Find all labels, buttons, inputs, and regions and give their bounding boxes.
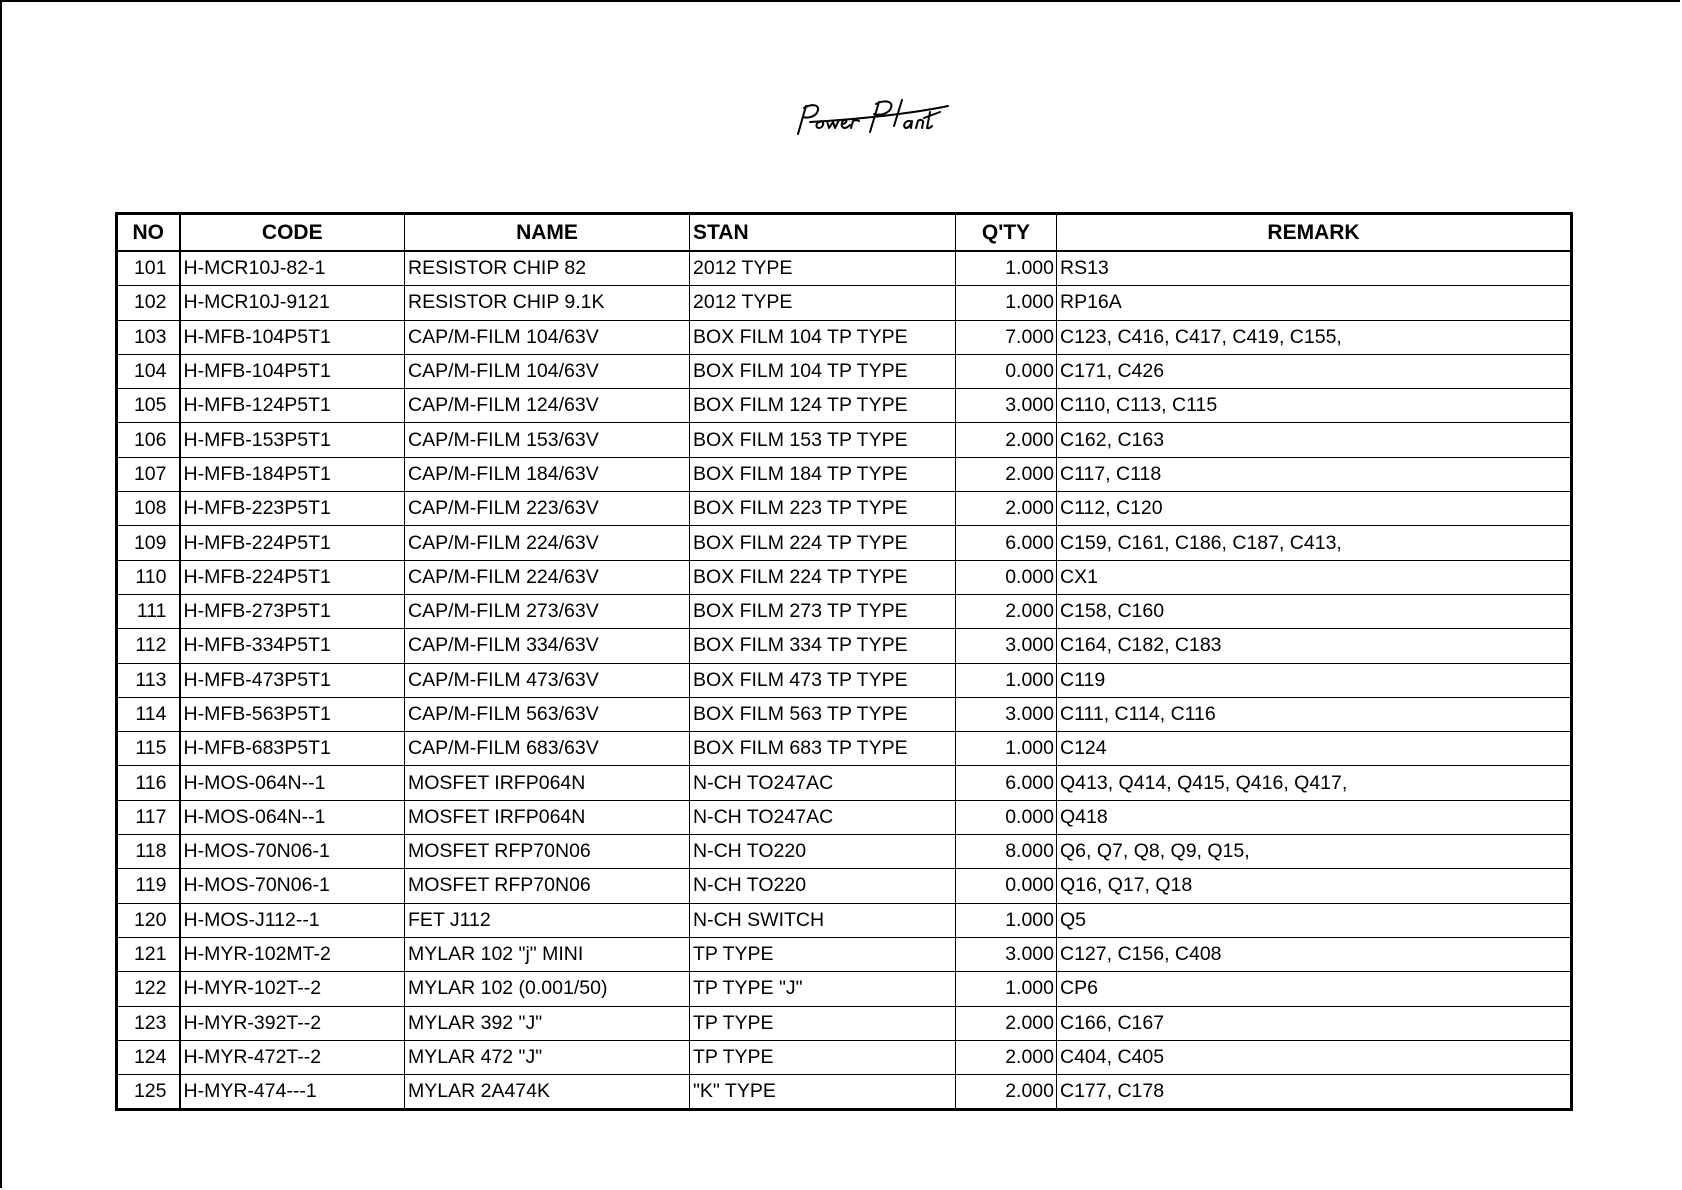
table-row [117,560,1572,594]
cell-stan: "K" TYPE [690,1075,956,1110]
cell-name: RESISTOR CHIP 9.1K [405,286,690,320]
cell-qty: 2.000 [956,423,1057,457]
cell-stan: BOX FILM 124 TP TYPE [690,389,956,423]
cell-stan: N-CH TO220 [690,835,956,869]
table-body [117,251,1572,1110]
cell-code: H-MFB-104P5T1 [180,354,405,388]
table-row [117,697,1572,731]
cell-code: H-MOS-J112--1 [180,903,405,937]
cell-name: CAP/M-FILM 104/63V [405,354,690,388]
cell-name: RESISTOR CHIP 82 [405,251,690,286]
cell-qty: 2.000 [956,492,1057,526]
cell-name: MYLAR 2A474K [405,1075,690,1110]
cell-name: CAP/M-FILM 124/63V [405,389,690,423]
table-row [117,457,1572,491]
table-row [117,286,1572,320]
cell-stan: N-CH TO247AC [690,800,956,834]
cell-remark: Q6, Q7, Q8, Q9, Q15, [1057,835,1572,869]
table-row [117,389,1572,423]
cell-code: H-MFB-563P5T1 [180,697,405,731]
cell-stan: BOX FILM 153 TP TYPE [690,423,956,457]
cell-remark: C127, C156, C408 [1057,937,1572,971]
cell-qty: 1.000 [956,663,1057,697]
cell-code: H-MYR-102T--2 [180,972,405,1006]
cell-no: 117 [117,800,180,834]
cell-name: CAP/M-FILM 473/63V [405,663,690,697]
cell-stan: TP TYPE [690,1006,956,1040]
cell-code: H-MFB-153P5T1 [180,423,405,457]
cell-remark: C177, C178 [1057,1075,1572,1110]
cell-name: MYLAR 102 (0.001/50) [405,972,690,1006]
cell-name: CAP/M-FILM 273/63V [405,594,690,628]
cell-remark: Q5 [1057,903,1572,937]
cell-no: 119 [117,869,180,903]
table-row [117,800,1572,834]
cell-name: FET J112 [405,903,690,937]
cell-code: H-MFB-273P5T1 [180,594,405,628]
cell-stan: BOX FILM 223 TP TYPE [690,492,956,526]
cell-stan: BOX FILM 184 TP TYPE [690,457,956,491]
cell-qty: 1.000 [956,732,1057,766]
cell-stan: 2012 TYPE [690,286,956,320]
cell-code: H-MYR-474---1 [180,1075,405,1110]
cell-code: H-MYR-102MT-2 [180,937,405,971]
cell-stan: TP TYPE "J" [690,972,956,1006]
table-row [117,869,1572,903]
cell-code: H-MOS-064N--1 [180,766,405,800]
cell-qty: 2.000 [956,594,1057,628]
cell-qty: 2.000 [956,1040,1057,1074]
table-row [117,766,1572,800]
cell-remark: C117, C118 [1057,457,1572,491]
cell-qty: 2.000 [956,1075,1057,1110]
cell-code: H-MYR-472T--2 [180,1040,405,1074]
cell-name: CAP/M-FILM 224/63V [405,560,690,594]
cell-remark: C111, C114, C116 [1057,697,1572,731]
cell-code: H-MFB-224P5T1 [180,526,405,560]
table-header-row [117,214,1572,252]
cell-code: H-MFB-104P5T1 [180,320,405,354]
cell-no: 106 [117,423,180,457]
cell-name: CAP/M-FILM 223/63V [405,492,690,526]
cell-stan: BOX FILM 334 TP TYPE [690,629,956,663]
cell-remark: Q418 [1057,800,1572,834]
cell-remark: RS13 [1057,251,1572,286]
cell-stan: BOX FILM 104 TP TYPE [690,320,956,354]
cell-qty: 1.000 [956,251,1057,286]
cell-remark: C110, C113, C115 [1057,389,1572,423]
cell-remark: C123, C416, C417, C419, C155, [1057,320,1572,354]
cell-name: MOSFET RFP70N06 [405,835,690,869]
cell-no: 107 [117,457,180,491]
cell-no: 110 [117,560,180,594]
cell-code: H-MFB-473P5T1 [180,663,405,697]
cell-name: CAP/M-FILM 563/63V [405,697,690,731]
table-row [117,972,1572,1006]
header-stan: STAN [690,214,956,252]
cell-code: H-MCR10J-9121 [180,286,405,320]
cell-code: H-MCR10J-82-1 [180,251,405,286]
cell-remark: C159, C161, C186, C187, C413, [1057,526,1572,560]
header-qty: Q'TY [956,214,1057,252]
cell-remark: Q413, Q414, Q415, Q416, Q417, [1057,766,1572,800]
cell-code: H-MOS-70N06-1 [180,869,405,903]
cell-stan: 2012 TYPE [690,251,956,286]
logo-signature-icon [790,92,960,142]
cell-no: 109 [117,526,180,560]
cell-code: H-MFB-334P5T1 [180,629,405,663]
cell-no: 120 [117,903,180,937]
cell-no: 104 [117,354,180,388]
cell-no: 122 [117,972,180,1006]
cell-remark: C162, C163 [1057,423,1572,457]
parts-table [115,212,1573,1111]
cell-remark: C164, C182, C183 [1057,629,1572,663]
cell-qty: 3.000 [956,629,1057,663]
cell-qty: 3.000 [956,937,1057,971]
cell-name: CAP/M-FILM 683/63V [405,732,690,766]
cell-qty: 6.000 [956,526,1057,560]
cell-stan: BOX FILM 273 TP TYPE [690,594,956,628]
cell-name: MYLAR 392 "J" [405,1006,690,1040]
cell-no: 102 [117,286,180,320]
cell-no: 103 [117,320,180,354]
cell-stan: N-CH TO220 [690,869,956,903]
table-row [117,732,1572,766]
cell-no: 125 [117,1075,180,1110]
cell-code: H-MOS-064N--1 [180,800,405,834]
cell-stan: TP TYPE [690,937,956,971]
table-row [117,1075,1572,1110]
cell-name: MOSFET IRFP064N [405,800,690,834]
cell-stan: BOX FILM 563 TP TYPE [690,697,956,731]
cell-stan: BOX FILM 224 TP TYPE [690,560,956,594]
cell-no: 105 [117,389,180,423]
cell-code: H-MFB-224P5T1 [180,560,405,594]
cell-remark: C171, C426 [1057,354,1572,388]
cell-name: MYLAR 102 "j" MINI [405,937,690,971]
table-row [117,1006,1572,1040]
cell-name: CAP/M-FILM 104/63V [405,320,690,354]
cell-qty: 3.000 [956,389,1057,423]
cell-no: 108 [117,492,180,526]
table-row [117,937,1572,971]
cell-remark: Q16, Q17, Q18 [1057,869,1572,903]
cell-name: MOSFET RFP70N06 [405,869,690,903]
cell-name: CAP/M-FILM 224/63V [405,526,690,560]
cell-remark: C166, C167 [1057,1006,1572,1040]
table-row [117,903,1572,937]
cell-name: CAP/M-FILM 334/63V [405,629,690,663]
header-name: NAME [405,214,690,252]
cell-stan: BOX FILM 473 TP TYPE [690,663,956,697]
table-row [117,320,1572,354]
cell-code: H-MFB-683P5T1 [180,732,405,766]
table-row [117,492,1572,526]
cell-name: CAP/M-FILM 184/63V [405,457,690,491]
cell-no: 118 [117,835,180,869]
header-no: NO [117,214,180,252]
cell-stan: BOX FILM 104 TP TYPE [690,354,956,388]
cell-code: H-MYR-392T--2 [180,1006,405,1040]
table-row [117,1040,1572,1074]
cell-no: 101 [117,251,180,286]
cell-stan: N-CH SWITCH [690,903,956,937]
cell-name: MYLAR 472 "J" [405,1040,690,1074]
cell-no: 116 [117,766,180,800]
cell-code: H-MFB-184P5T1 [180,457,405,491]
cell-qty: 2.000 [956,1006,1057,1040]
cell-code: H-MOS-70N06-1 [180,835,405,869]
cell-remark: C119 [1057,663,1572,697]
cell-remark: C124 [1057,732,1572,766]
cell-remark: CP6 [1057,972,1572,1006]
cell-qty: 6.000 [956,766,1057,800]
header-remark: REMARK [1057,214,1572,252]
cell-qty: 8.000 [956,835,1057,869]
cell-no: 123 [117,1006,180,1040]
cell-qty: 1.000 [956,972,1057,1006]
cell-qty: 1.000 [956,903,1057,937]
cell-no: 114 [117,697,180,731]
cell-qty: 2.000 [956,457,1057,491]
cell-qty: 0.000 [956,800,1057,834]
cell-remark: RP16A [1057,286,1572,320]
cell-no: 112 [117,629,180,663]
cell-stan: N-CH TO247AC [690,766,956,800]
table-row [117,594,1572,628]
cell-remark: CX1 [1057,560,1572,594]
table-row [117,251,1572,286]
cell-no: 121 [117,937,180,971]
table-row [117,835,1572,869]
cell-stan: BOX FILM 224 TP TYPE [690,526,956,560]
cell-no: 115 [117,732,180,766]
cell-qty: 0.000 [956,560,1057,594]
cell-qty: 3.000 [956,697,1057,731]
table-row [117,354,1572,388]
cell-no: 111 [117,594,180,628]
cell-qty: 1.000 [956,286,1057,320]
cell-remark: C404, C405 [1057,1040,1572,1074]
cell-remark: C112, C120 [1057,492,1572,526]
table-row [117,423,1572,457]
cell-code: H-MFB-124P5T1 [180,389,405,423]
cell-code: H-MFB-223P5T1 [180,492,405,526]
cell-stan: BOX FILM 683 TP TYPE [690,732,956,766]
table-row [117,629,1572,663]
cell-name: MOSFET IRFP064N [405,766,690,800]
cell-qty: 0.000 [956,869,1057,903]
cell-stan: TP TYPE [690,1040,956,1074]
table-row [117,663,1572,697]
powerplant-logo [790,92,960,142]
cell-remark: C158, C160 [1057,594,1572,628]
cell-name: CAP/M-FILM 153/63V [405,423,690,457]
cell-qty: 0.000 [956,354,1057,388]
table-row [117,526,1572,560]
cell-no: 113 [117,663,180,697]
cell-no: 124 [117,1040,180,1074]
cell-qty: 7.000 [956,320,1057,354]
header-code: CODE [180,214,405,252]
